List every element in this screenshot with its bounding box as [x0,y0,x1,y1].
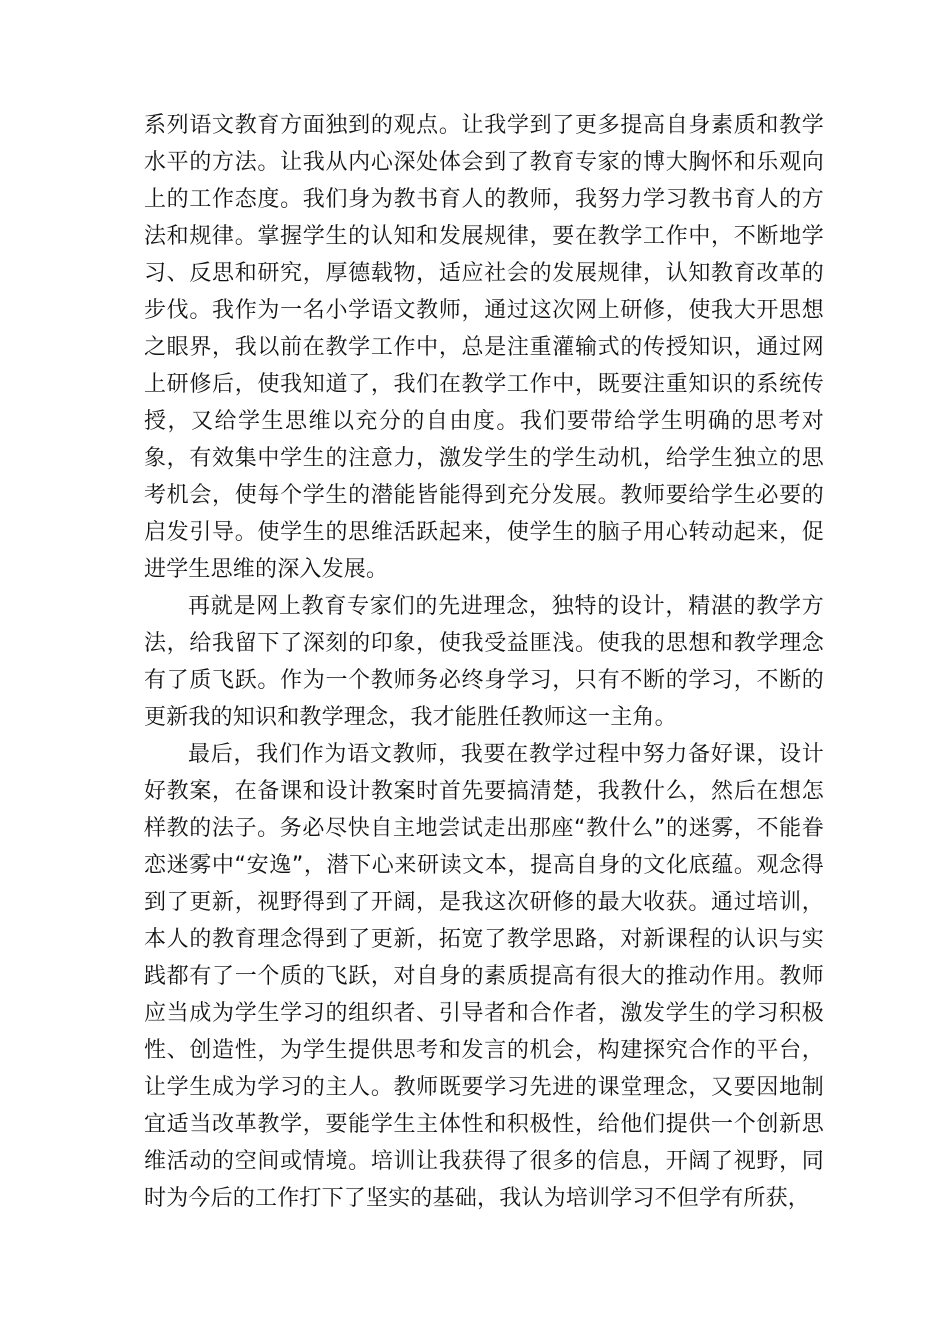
paragraph-2: 再就是网上教育专家们的先进理念，独特的设计，精湛的教学方法，给我留下了深刻的印象，使我受益匪浅。使我的思想和教学理念有了质飞跃。作为一个教师务必终身学习，只有不断的学习，不断的更新我的知识和教学理念，我才能胜任教师这一主角。 [144,594,824,730]
document-body [144,107,824,1217]
paragraph-3: 最后，我们作为语文教师，我要在教学过程中努力备好课，设计好教案，在备课和设计教案时首先要搞清楚，我教什么，然后在想怎样教的法子。务必尽快自主地尝试走出那座“教什么”的迷雾，不能眷恋迷雾中“安逸”，潜下心来研读文本，提高自身的文化底蕴。观念得到了更新，视野得到了开阔，是我这次研修的最大收获。通过培训，本人的教育理念得到了更新，拓宽了教学思路，对新课程的认识与实践都有了一个质的飞跃，对自身的素质提高有很大的推动作用。教师应当成为学生学习的组织者、引导者和合作者，激发学生的学习积极性、创造性，为学生提供思考和发言的机会，构建探究合作的平台，让学生成为学习的主人。教师既要学习先进的课堂理念，又要因地制宜适当改革教学，要能学生主体性和积极性，给他们提供一个创新思维活动的空间或情境。培训让我获得了很多的信息，开阔了视野，同时为今后的工作打下了坚实的基础，我认为培训学习不但学有所获， [144,742,824,1211]
paragraph-1: 系列语文教育方面独到的观点。让我学到了更多提高自身素质和教学水平的方法。让我从内心深处体会到了教育专家的博大胸怀和乐观向上的工作态度。我们身为教书育人的教师，我努力学习教书育人的方法和规律。掌握学生的认知和发展规律，要在教学工作中，不断地学习、反思和研究，厚德载物，适应社会的发展规律，认知教育改革的步伐。我作为一名小学语文教师，通过这次网上研修，使我大开思想之眼界，我以前在教学工作中，总是注重灌输式的传授知识，通过网上研修后，使我知道了，我们在教学工作中，既要注重知识的系统传授，又给学生思维以充分的自由度。我们要带给学生明确的思考对象，有效集中学生的注意力，激发学生的学生动机，给学生独立的思考机会，使每个学生的潜能皆能得到充分发展。教师要给学生必要的启发引导。使学生的思维活跃起来，使学生的脑子用心转动起来，促进学生思维的深入发展。 [144,113,824,582]
